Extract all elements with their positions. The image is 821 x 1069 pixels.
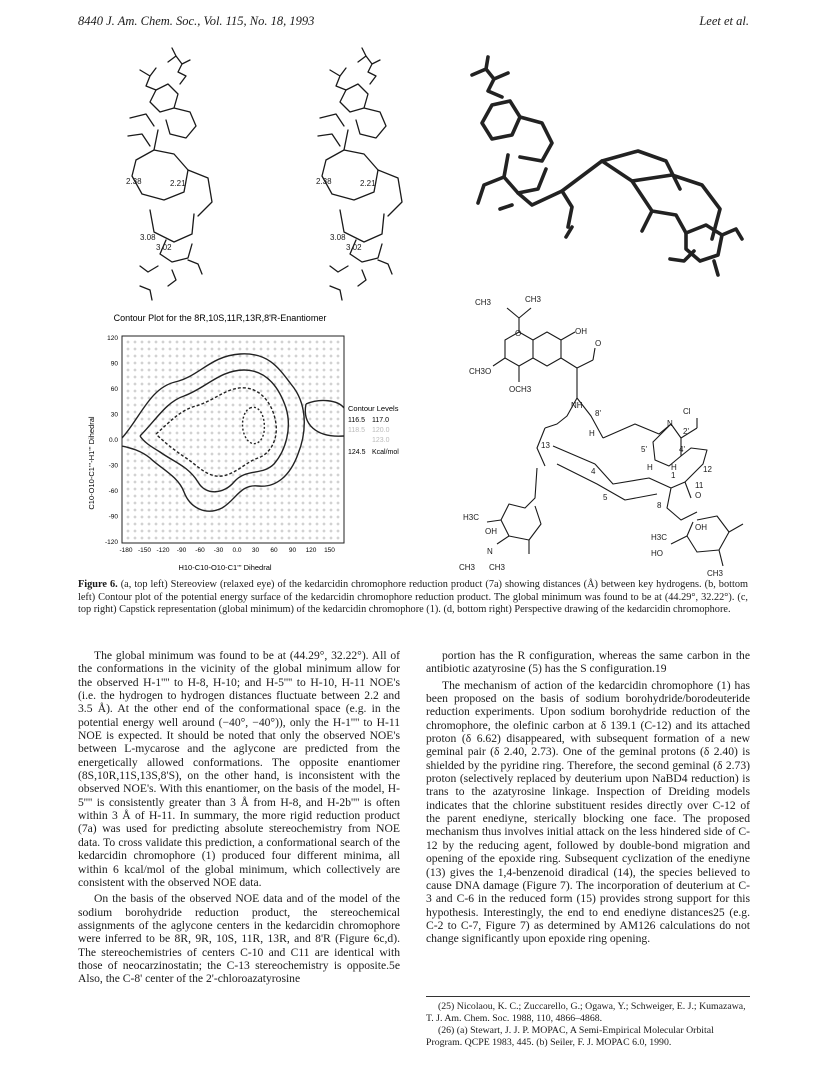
- legend-level: 120.0: [372, 427, 390, 434]
- legend-title: Contour Levels: [348, 404, 399, 413]
- contour-plot: [80, 308, 430, 573]
- x-tick-labels: [119, 547, 335, 554]
- y-tick-label: 90: [110, 360, 118, 368]
- struct-label: NH: [571, 401, 583, 410]
- y-tick-label: -90: [108, 513, 118, 521]
- struct-label: N: [487, 547, 493, 556]
- y-tick-label: 60: [110, 386, 118, 393]
- figure-caption: [78, 579, 748, 617]
- y-tick-label: 120: [107, 335, 118, 342]
- legend-level: 118.5: [348, 427, 365, 434]
- stereoview-figure: [70, 40, 440, 310]
- struct-label: 2': [683, 427, 689, 436]
- struct-label: 5: [603, 493, 608, 502]
- x-tick-label: 30: [251, 547, 260, 554]
- struct-label: O: [595, 339, 602, 348]
- struct-label: H3C: [651, 533, 668, 542]
- struct-label: 12: [703, 465, 712, 474]
- stereo-dist-label: 3.08: [140, 233, 156, 242]
- struct-label: OCH3: [509, 385, 532, 394]
- struct-label: HO: [651, 549, 663, 558]
- contour-plot-title: Contour Plot for the 8R,10S,11R,13R,8'R-Enantiomer: [113, 313, 327, 323]
- struct-label: CH3O: [469, 367, 492, 376]
- stereo-left-model: [128, 48, 212, 300]
- contour-plot-ylabel: C10-O10-C1'''-H1''' Dihedral: [87, 416, 96, 510]
- struct-label: CH3: [489, 563, 506, 572]
- stereo-dist-label: 3.02: [346, 243, 362, 252]
- struct-label: 13: [541, 441, 550, 450]
- figure-caption-text: (a, top left) Stereoview (relaxed eye) of the kedarcidin chromophore reduction product (7a) showing distances (Å) between key hydrogens. (b, bottom left) Contour plot of the potential energy surface of the kedarcidin chromophore reduction product. The global minimum was found to be at (44.29°, 32.22°). (c, top right) Capstick representation (global minimum) of the kedarcidin chromophore (1). (d, bottom right) Perspective drawing of the kedarcidin chromophore.: [78, 579, 748, 616]
- y-tick-label: -120: [104, 539, 118, 546]
- struct-label: CH3: [707, 569, 724, 578]
- struct-label: CH3: [459, 563, 476, 572]
- struct-label: H3C: [463, 513, 480, 522]
- legend-level: 117.0: [372, 417, 389, 424]
- struct-label: OH: [695, 523, 707, 532]
- running-header-right: Leet et al.: [699, 14, 749, 28]
- figure-label: Figure 6.: [78, 579, 118, 590]
- struct-label: OH: [575, 327, 587, 336]
- x-tick-label: -60: [195, 547, 205, 554]
- x-tick-label: -90: [176, 547, 187, 554]
- struct-label: 1: [671, 471, 676, 480]
- running-header-left: 8440 J. Am. Chem. Soc., Vol. 115, No. 18, 1993: [78, 14, 315, 28]
- struct-label: 8': [595, 409, 601, 418]
- struct-label: 4: [591, 467, 596, 476]
- capstick-figure: [452, 55, 752, 285]
- struct-label: N: [667, 419, 673, 428]
- x-tick-label: 150: [324, 547, 335, 554]
- footnote-references: [426, 996, 750, 1049]
- x-tick-label: -150: [137, 547, 152, 554]
- plus-grid: [127, 341, 340, 540]
- y-tick-labels: [105, 335, 118, 546]
- struct-label: OH: [485, 527, 497, 536]
- stereo-dist-label: 2.21: [360, 179, 376, 188]
- struct-label: CH3: [475, 298, 492, 307]
- left-column: [78, 649, 400, 986]
- legend-unit: Kcal/mol: [372, 449, 399, 456]
- body-paragraph: On the basis of the observed NOE data and of the model of the sodium borohydride reduction product, the stereochemical assignments of the aglycone centers in the kedarcidin chromophore were inferred to be 8R, 9R, 10S, 11R, 13R, and 8'R (Figure 6c,d). The stereochemistries of centers C-10 and C11 are identical with those of neocarzinostatin; the C-13 stereochemistry is opposite.5e Also, the C-8' center of the 2'-chloroazatyrosine: [78, 892, 400, 986]
- stereo-dist-label: 2.21: [170, 179, 186, 188]
- x-tick-label: 60: [270, 547, 278, 554]
- stereo-right-model: [318, 48, 402, 300]
- struct-label: O: [695, 491, 702, 500]
- stereo-dist-label: 2.38: [126, 177, 142, 186]
- y-tick-label: 0.0: [108, 437, 118, 444]
- struct-label: H: [671, 463, 677, 472]
- stereo-dist-label: 3.08: [330, 233, 346, 242]
- stereo-dist-label: 2.38: [316, 177, 332, 186]
- struct-label: H: [589, 429, 595, 438]
- struct-label: CH3: [525, 295, 542, 304]
- legend-level: 124.5: [348, 449, 366, 456]
- x-tick-label: -120: [156, 547, 170, 554]
- struct-label: H: [647, 463, 653, 472]
- legend-level: 116.5: [348, 417, 365, 424]
- reference-item: (26) (a) Stewart, J. J. P. MOPAC, A Semi-Empirical Molecular Orbital Program. QCPE 1983, 445. (b) Seiler, F. J. MOPAC 6.0, 1990.: [426, 1025, 714, 1048]
- body-paragraph: portion has the R configuration, whereas the same carbon in the antibiotic azatyrosine (5) has the S configuration.19: [426, 649, 750, 676]
- struct-label: 11: [695, 481, 704, 490]
- x-tick-label: -180: [119, 547, 133, 554]
- reference-item: (25) Nicolaou, K. C.; Zuccarello, G.; Ogawa, Y.; Schweiger, E. J.; Kumazawa, T. J. Am. Chem. Soc. 1988, 110, 4866–4868.: [426, 1001, 746, 1024]
- struct-label: Cl: [683, 407, 691, 416]
- y-tick-label: -60: [108, 488, 118, 495]
- right-column: [426, 649, 750, 946]
- legend-level: 123.0: [372, 437, 390, 444]
- stereo-dist-label: 3.02: [156, 243, 172, 252]
- y-tick-label: -30: [108, 462, 118, 470]
- body-paragraph: The mechanism of action of the kedarcidin chromophore (1) has been proposed on the basis of sodium borohydride/borodeuteride reduction experiments. Upon sodium borohydride reduction of the chromophore, the olefinic carbon at δ 139.1 (C-12) and its attached proton (δ 6.62) disappeared, with subsequent formation of a new geminal pair (δ 2.40, 2.73). One of the geminal protons (δ 2.40) is shielded by the pyridine ring. Therefore, the second geminal (δ 2.73) proton (selectively replaced by deuterium upon NaBD4 reduction) is trans to the azatyrosine linkage. Inspection of Dreiding models indicates that the chlorine substituent resides directly over C-12 of the parent enediyne, sterically blocking one face. The proposed mechanism thus involves initial attack on the less hindered side of C-12 by the reducing agent, followed by double-bond migration and opening of the epoxide ring. Subsequent cyclization of the enediyne (13) gives the 1,4-benzenoid diradical (14), the species believed to cause DNA damage (Figure 7). The incorporation of deuterium at C-3 and C-6 in the reduced form (15) provides strong support for this hypothesis. Interestingly, the end to end enediyne distances25 (e.g. C-2 to C-7, Figure 7) as determined by AM126 calculations do not change significantly upon epoxide ring opening.: [426, 678, 750, 946]
- struct-label: 5': [641, 445, 647, 454]
- x-tick-label: 0.0: [232, 547, 242, 554]
- body-paragraph: The global minimum was found to be at (44.29°, 32.22°). All of the conformations in the vicinity of the global minimum allow for the observed H-1'''' to H-8, H-10; and H-5'''' to H-10, H-11 NOE's (i.e. the hydrogen to hydrogen distances fluctuate between 2.2 and 3.5 Å). At the other end of the conformational space (e.g. in the potential energy well around (−40°, −40°)), only the H-1'''' to H-11 NOE is expected. It should be noted that only the observed NOE's between L-mycarose and the aglycone are predicted from the energetically allowed conformations. The opposite enantiomer (8S,10R,11S,13S,8'S), on the other hand, is inconsistent with the observed NOE's. With this enantiomer, on the basis of the model, H-5'''' is consistently greater than 3 Å from H-8, and H-2b'''' is often within 3 Å of H-11. In summary, the more rigid reduction product (7a) was used for predicting absolute stereochemistry from NOE data. To cross validate this prediction, a conformational search of the kedarcidin chromophore (1) produced four different minima, all within 6 kcal/mol of the global minimum, which collectively are consistent with the observed NOE data.: [78, 649, 400, 889]
- struct-label: 8: [657, 501, 662, 510]
- y-tick-label: 30: [110, 411, 118, 419]
- struct-label: O: [515, 329, 522, 338]
- x-tick-label: 120: [305, 547, 317, 554]
- struct-label: 4': [679, 445, 685, 454]
- x-tick-label: -30: [213, 547, 224, 554]
- contour-plot-xlabel: H10-C10-O10-C1''' Dihedral: [178, 563, 272, 572]
- perspective-structure: [445, 288, 765, 578]
- x-tick-label: 90: [288, 547, 297, 554]
